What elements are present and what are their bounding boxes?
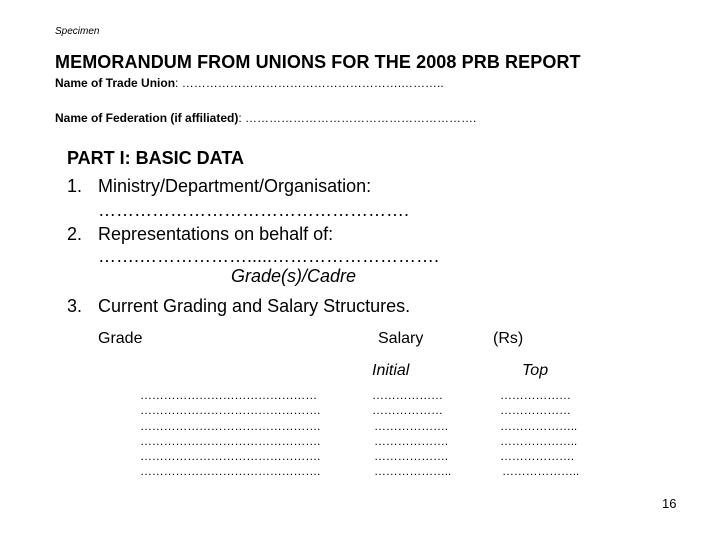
grade-cell: ……………………………………….: [140, 449, 321, 463]
federation-value: : ………………………………………………….: [238, 111, 477, 125]
item-representations: [67, 224, 333, 245]
trade-union-field: [55, 76, 444, 90]
trade-union-value: : ……………………………………………….………..: [175, 76, 444, 90]
grade-cell: ……………………………………….: [140, 464, 321, 478]
grade-cadre-label: Grade(s)/Cadre: [231, 266, 357, 286]
item-number: 1.: [67, 176, 83, 196]
initial-cell: ……………….: [374, 434, 448, 448]
top-cell: ………………..: [500, 434, 578, 448]
grade-cell: ……………………………………….: [140, 403, 321, 417]
federation-label: Name of Federation (if affiliated): [55, 111, 239, 125]
initial-cell: ……………….: [374, 449, 448, 463]
representations-dots: …….……………….....……………………….: [98, 246, 440, 266]
item-grading: [67, 296, 410, 317]
column-header-salary: Salary: [378, 330, 424, 347]
initial-cell: ………………: [372, 388, 443, 402]
column-header-grade: Grade: [98, 330, 143, 347]
item-text: Ministry/Department/Organisation:: [98, 176, 372, 196]
item-text: Current Grading and Salary Structures.: [98, 296, 411, 316]
column-header-rs: (Rs): [493, 330, 524, 347]
part-heading: PART I: BASIC DATA: [67, 148, 244, 168]
initial-cell: ……………….: [374, 419, 448, 433]
page-title: MEMORANDUM FROM UNIONS FOR THE 2008 PRB REPORT: [55, 52, 581, 72]
initial-cell: ………………..: [374, 464, 452, 478]
federation-field: [55, 111, 476, 125]
initial-cell: ………………: [372, 403, 443, 417]
grade-cell: ……………………………………….: [140, 434, 321, 448]
top-cell: ………………: [500, 403, 571, 417]
column-header-initial: Initial: [372, 362, 410, 379]
column-header-top: Top: [522, 362, 549, 379]
top-cell: ………………..: [502, 464, 580, 478]
trade-union-label: Name of Trade Union: [55, 76, 176, 90]
specimen-label: Specimen: [55, 26, 100, 37]
ministry-dots: …………………………………………….: [98, 200, 410, 220]
top-cell: ……………….: [500, 449, 574, 463]
item-ministry: [67, 176, 371, 197]
item-number: 2.: [67, 224, 83, 244]
grade-cell: ………………………………………: [140, 388, 318, 402]
item-number: 3.: [67, 296, 83, 316]
top-cell: ………………: [500, 388, 571, 402]
page-number: 16: [662, 496, 677, 511]
item-text: Representations on behalf of:: [98, 224, 334, 244]
top-cell: ………………..: [500, 419, 578, 433]
grade-cell: ……………………………………….: [140, 419, 321, 433]
